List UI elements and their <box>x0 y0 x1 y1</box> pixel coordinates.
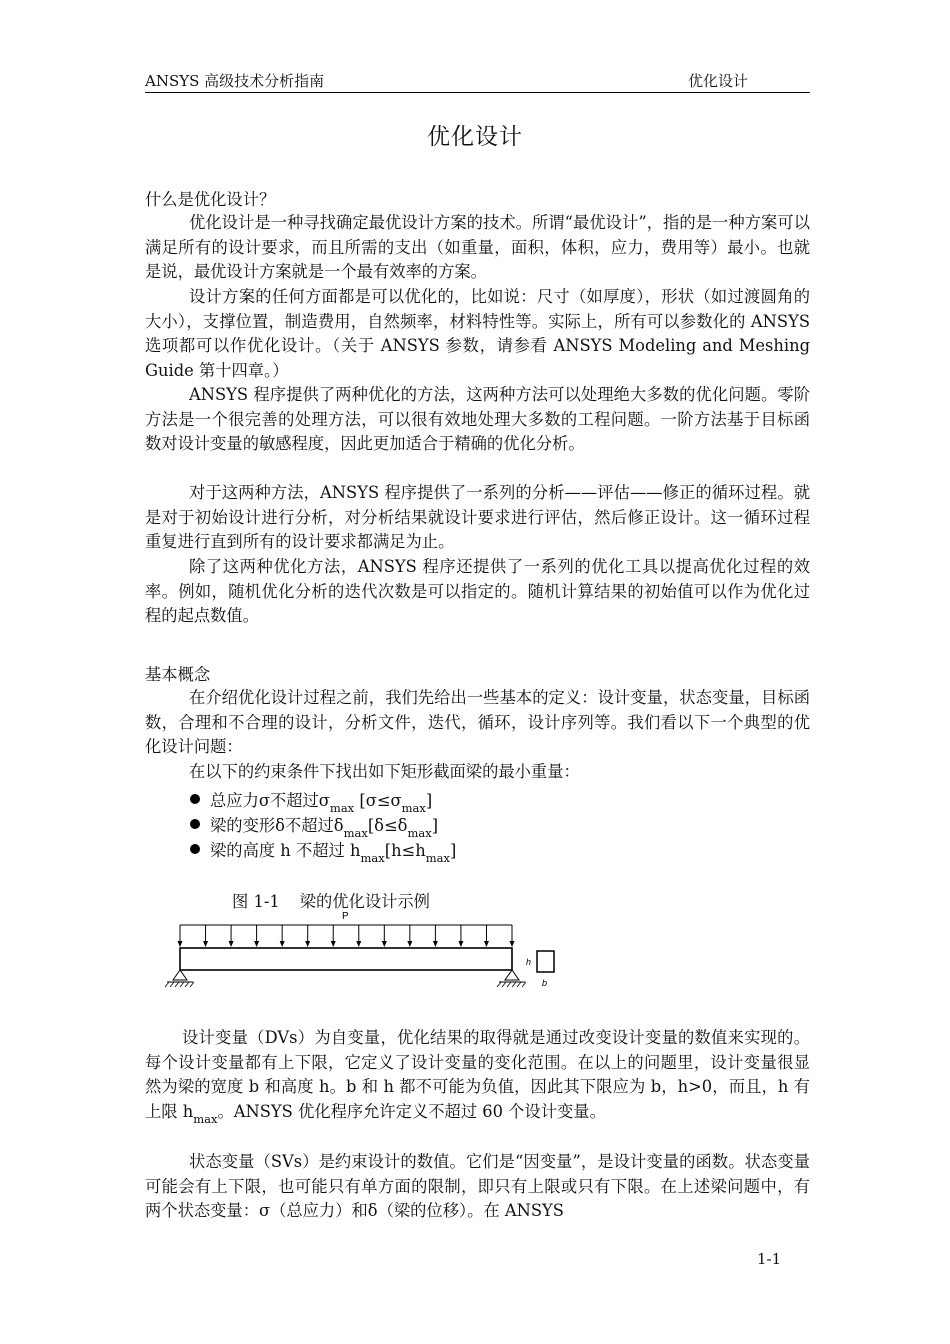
bullet-stress-constraint: 总应力σ不超过$\sigma_{max}$ $[\sigma\le\sigma_{max}]$ <box>190 787 432 815</box>
bullet-dot-icon <box>190 819 200 829</box>
bullet-deflection-constraint: 梁的变形δ不超过$\delta_{max}[\delta\le\delta_{max}]$ <box>190 812 438 840</box>
cross-section-width-label: b <box>542 978 548 988</box>
bullet-dot-icon <box>190 794 200 804</box>
paragraph-problem-statement: 在以下的约束条件下找出如下矩形截面梁的最小重量： <box>189 762 580 781</box>
load-arrow-head-icon <box>356 941 361 947</box>
figure-title: 梁的优化设计示例 <box>299 892 430 911</box>
right-support-icon <box>497 970 526 987</box>
load-arrow-head-icon <box>229 941 234 947</box>
paragraph-definition: 优化设计是一种寻找确定最优设计方案的技术。所谓“最优设计”，指的是一种方案可以满足所有的设计要求，而且所需的支出（如重量，面积，体积，应力，费用等）最小。也就是说，最优设计方案就是一个最有效率的方案。 <box>145 213 810 281</box>
beam-diagram <box>162 904 572 994</box>
paragraph-two-methods: ANSYS 程序提供了两种优化的方法，这两种方法可以处理绝大多数的优化问题。零阶方法是一个很完善的处理方法，可以很有效地处理大多数的工程问题。一阶方法基于目标函数对设计变量的敏感程度，因此更加适合于精确的优化分析。 <box>145 385 810 453</box>
header-chapter-title: 优化设计 <box>687 72 748 90</box>
load-arrow-head-icon <box>280 941 285 947</box>
load-arrow-head-icon <box>484 941 489 947</box>
load-arrow-head-icon <box>305 941 310 947</box>
left-support-icon <box>165 970 194 987</box>
section-heading-what-is-optimization: 什么是优化设计？ <box>145 190 276 209</box>
cross-section-height-label: h <box>526 957 532 967</box>
paragraph-definitions-intro: 在介绍优化设计过程之前，我们先给出一些基本的定义：设计变量，状态变量，目标函数，合理和不合理的设计，分析文件，迭代，循环，设计序列等。我们看以下一个典型的优化设计问题： <box>145 688 810 756</box>
page-number: 1-1 <box>757 1250 782 1268</box>
load-arrow-head-icon <box>458 941 463 947</box>
bullet-height-constraint: 梁的高度 h 不超过 $h_{max}[h\le h_{max}]$ <box>190 837 456 865</box>
load-arrow-head-icon <box>178 941 183 947</box>
paragraph-design-variables: 设计变量（DVs）为自变量，优化结果的取得就是通过改变设计变量的数值来实现的。每个设计变量都有上下限，它定义了设计变量的变化范围。在以上的问题里，设计变量很显然为梁的宽度 b 和高度 h。b 和 h 都不可能为负值，因此其下限应为 b，h>0，而且，h 有上限 $h_{max}$。ANSYS 优化程序允许定义不超过 60 个设计变量。 <box>145 1028 810 1126</box>
load-arrow-head-icon <box>510 941 515 947</box>
section-heading-basic-concepts: 基本概念 <box>145 665 211 684</box>
load-arrow-head-icon <box>433 941 438 947</box>
load-arrow-head-icon <box>407 941 412 947</box>
load-arrow-head-icon <box>203 941 208 947</box>
beam-body <box>180 948 512 970</box>
load-arrow-head-icon <box>331 941 336 947</box>
load-label-p: P <box>342 911 349 922</box>
running-header <box>145 68 810 93</box>
load-arrow-head-icon <box>254 941 259 947</box>
load-arrow-head-icon <box>382 941 387 947</box>
page-title: 优化设计 <box>427 124 523 150</box>
distributed-load-arrows <box>178 925 515 947</box>
paragraph-analysis-loop: 对于这两种方法，ANSYS 程序提供了一系列的分析——评估——修正的循环过程。就是对于初始设计进行分析，对分析结果就设计要求进行评估，然后修正设计。这一循环过程重复进行直到所有的设计要求都满足为止。 <box>145 483 810 551</box>
paragraph-state-variables: 状态变量（SVs）是约束设计的数值。它们是“因变量”，是设计变量的函数。状态变量可能会有上下限，也可能只有单方面的限制，即只有上限或只有下限。在上述梁问题中，有两个状态变量：σ（总应力）和δ（梁的位移）。在 ANSYS <box>145 1152 810 1220</box>
bullet-dot-icon <box>190 844 200 854</box>
figure-number: 图 1-1 <box>232 892 280 911</box>
paragraph-design-aspects: 设计方案的任何方面都是可以优化的，比如说：尺寸（如厚度），形状（如过渡圆角的大小），支撑位置，制造费用，自然频率，材料特性等。实际上，所有可以参数化的 ANSYS 选项都可以作优化设计。（关于 ANSYS 参数，请参看 ANSYS Modeling and Meshing Guide 第十四章。） <box>145 287 810 380</box>
paragraph-optimization-tools: 除了这两种优化方法，ANSYS 程序还提供了一系列的优化工具以提高优化过程的效率。例如，随机优化分析的迭代次数是可以指定的。随机计算结果的初始值可以作为优化过程的起点数值。 <box>145 557 810 625</box>
header-book-title: ANSYS 高级技术分析指南 <box>145 72 325 90</box>
cross-section-rect <box>537 951 554 972</box>
